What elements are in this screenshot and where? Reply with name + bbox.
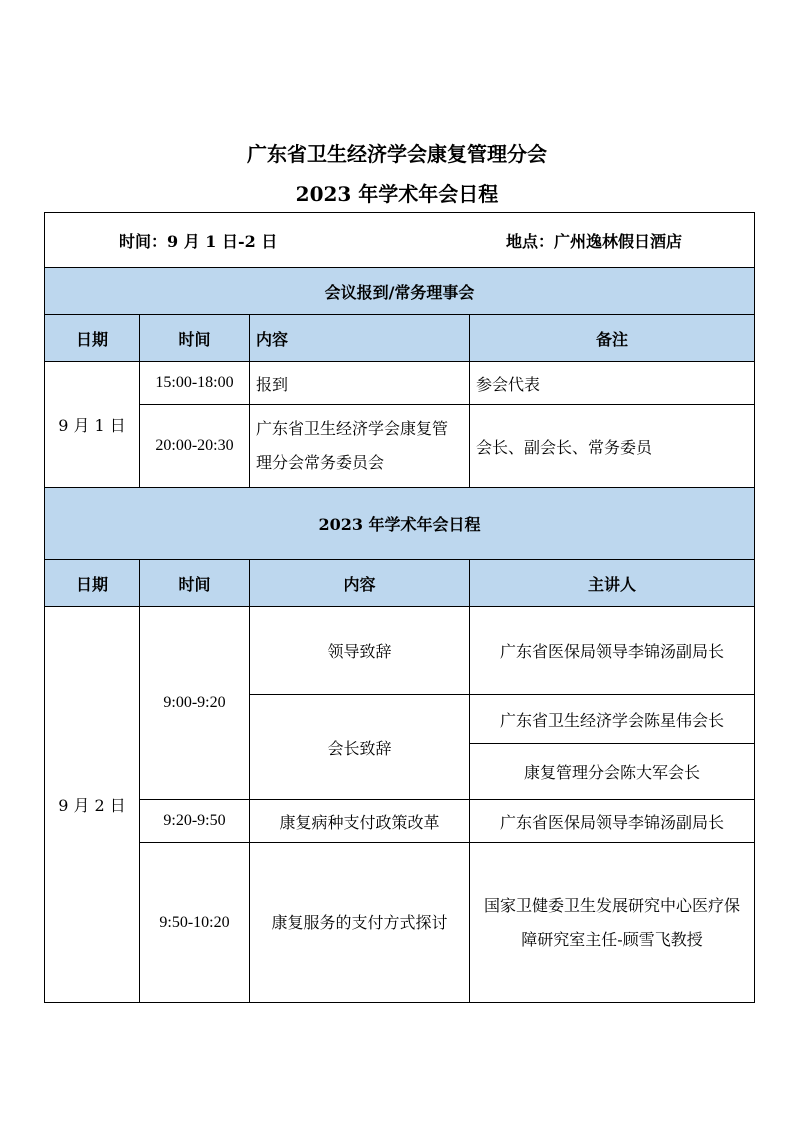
content-cell: 会长致辞: [250, 695, 470, 800]
col-speaker: 主讲人: [470, 560, 755, 607]
table-row: [45, 362, 755, 405]
speaker-cell: 广东省医保局领导李锦汤副局长: [470, 607, 755, 695]
content-cell: 康复病种支付政策改革: [250, 800, 470, 843]
content-cell: 领导致辞: [250, 607, 470, 695]
time-cell: 9:50-10:20: [140, 843, 250, 1003]
table-row: [45, 843, 755, 1003]
content-cell: 康复服务的支付方式探讨: [250, 843, 470, 1003]
note-cell: 参会代表: [470, 362, 755, 405]
event-venue: 地点：广州逸林假日酒店: [506, 231, 683, 251]
speaker-cell: 康复管理分会陈大军会长: [470, 744, 755, 800]
section-title: 2023 年学术年会日程: [45, 488, 755, 560]
table-row: [45, 800, 755, 843]
info-row: [45, 213, 755, 268]
col-note: 备注: [470, 315, 755, 362]
table-row: [45, 405, 755, 488]
content-cell: 广东省卫生经济学会康复管理分会常务委员会: [250, 405, 470, 488]
time-cell: 20:00-20:30: [140, 405, 250, 488]
schedule-table: [44, 212, 755, 1003]
col-time: 时间: [140, 560, 250, 607]
time-cell: 9:00-9:20: [140, 607, 250, 800]
event-time: 时间：9 月 1 日-2 日: [119, 231, 278, 251]
col-time: 时间: [140, 315, 250, 362]
note-cell: 会长、副会长、常务委员: [470, 405, 755, 488]
date-cell: 9 月 1 日: [45, 362, 140, 488]
column-header-row: [45, 315, 755, 362]
col-date: 日期: [45, 560, 140, 607]
speaker-cell: 国家卫健委卫生发展研究中心医疗保障研究室主任-顾雪飞教授: [470, 843, 755, 1003]
speaker-cell: 广东省卫生经济学会陈星伟会长: [470, 695, 755, 744]
content-cell: 报到: [250, 362, 470, 405]
column-header-row: [45, 560, 755, 607]
time-cell: 15:00-18:00: [140, 362, 250, 405]
col-content: 内容: [250, 560, 470, 607]
col-date: 日期: [45, 315, 140, 362]
time-cell: 9:20-9:50: [140, 800, 250, 843]
section-header-conference: [45, 488, 755, 560]
section-title: 会议报到/常务理事会: [45, 268, 755, 315]
info-cell: [45, 213, 755, 268]
date-cell: 9 月 2 日: [45, 607, 140, 1003]
document-title: 广东省卫生经济学会康复管理分会: [247, 142, 547, 166]
table-row: [45, 607, 755, 695]
section-header-registration: [45, 268, 755, 315]
document-subtitle: 2023 年学术年会日程: [295, 182, 499, 206]
speaker-cell: 广东省医保局领导李锦汤副局长: [470, 800, 755, 843]
col-content: 内容: [250, 315, 470, 362]
